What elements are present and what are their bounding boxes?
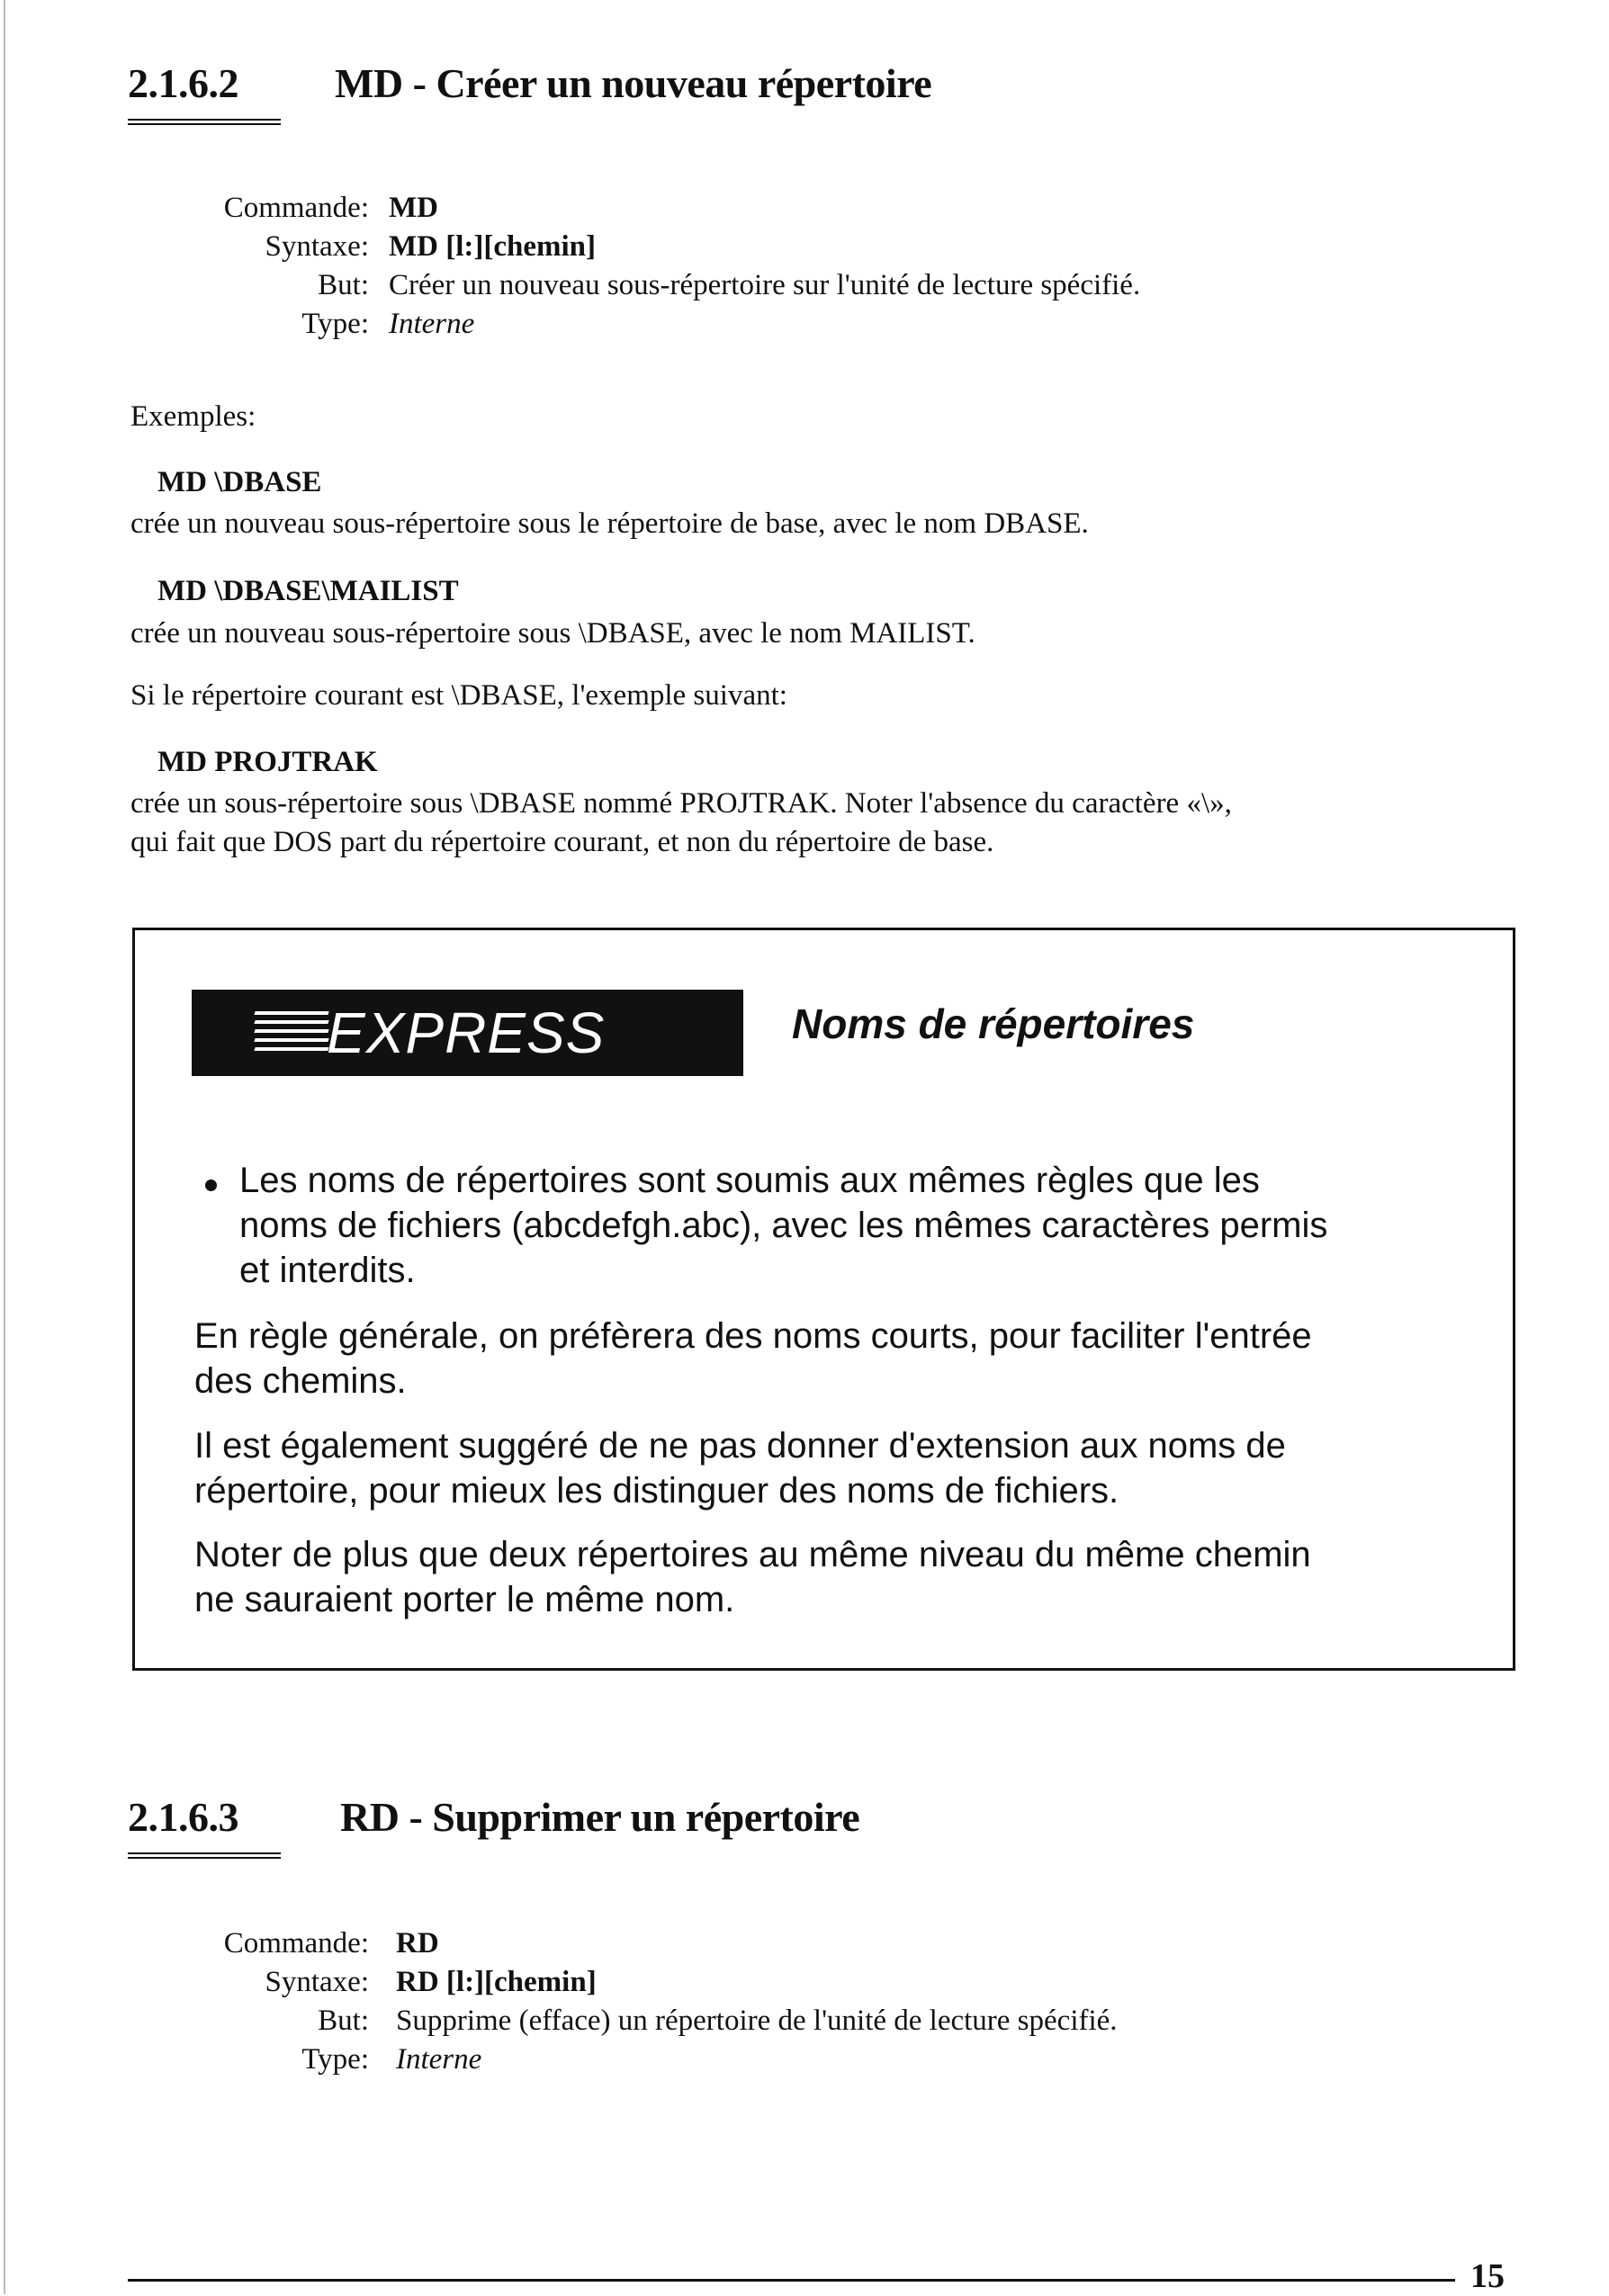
example-description: crée un nouveau sous-répertoire sous \DBASE, avec le nom MAILIST.	[130, 617, 975, 650]
field-value: Créer un nouveau sous-répertoire sur l'unité de lecture spécifié.	[389, 269, 1141, 301]
example-description: crée un nouveau sous-répertoire sous le répertoire de base, avec le nom DBASE.	[130, 507, 1089, 540]
field-value: MD	[389, 192, 438, 224]
field-label: Type:	[301, 2043, 369, 2076]
express-paragraph-line: ne sauraient porter le même nom.	[194, 1580, 735, 1619]
field-label: But:	[318, 2005, 369, 2037]
example-description: crée un sous-répertoire sous \DBASE nommé PROJTRAK. Noter l'absence du caractère «\»,	[130, 787, 1232, 820]
express-paragraph-line: Il est également suggéré de ne pas donner d'extension aux noms de	[194, 1426, 1286, 1466]
field-label: Commande:	[223, 1927, 369, 1960]
scan-edge-line	[4, 0, 5, 2294]
example-description: qui fait que DOS part du répertoire courant, et non du répertoire de base.	[130, 826, 994, 858]
bullet-text-line: Les noms de répertoires sont soumis aux mêmes règles que les	[239, 1161, 1260, 1200]
express-paragraph-line: En règle générale, on préfèrera des noms courts, pour faciliter l'entrée	[194, 1316, 1312, 1356]
express-paragraph-line: des chemins.	[194, 1361, 407, 1401]
field-value: RD	[396, 1927, 439, 1960]
field-label: Syntaxe:	[265, 230, 369, 263]
section-heading-2-1-6-3	[128, 1793, 860, 1841]
field-value: RD [l:][chemin]	[396, 1966, 597, 1998]
express-paragraph-line: Noter de plus que deux répertoires au même niveau du même chemin	[194, 1535, 1311, 1574]
section-number: 2.1.6.3	[128, 1794, 238, 1840]
field-value: Supprime (efface) un répertoire de l'unité de lecture spécifié.	[396, 2005, 1118, 2037]
field-label: Commande:	[223, 192, 369, 224]
section-title: MD - Créer un nouveau répertoire	[335, 60, 932, 106]
example-command: MD \DBASE	[157, 466, 322, 498]
bullet-icon	[205, 1179, 217, 1191]
field-label: But:	[318, 269, 369, 301]
heading-underline	[128, 1852, 281, 1859]
express-lines-icon	[255, 1011, 328, 1056]
field-label: Syntaxe:	[265, 1966, 369, 1998]
example-command: MD PROJTRAK	[157, 746, 378, 778]
express-paragraph-line: répertoire, pour mieux les distinguer des noms de fichiers.	[194, 1471, 1119, 1511]
bullet-text-line: et interdits.	[239, 1251, 416, 1290]
section-title: RD - Supprimer un répertoire	[340, 1794, 860, 1840]
express-subtitle: Noms de répertoires	[792, 1000, 1195, 1047]
section-number: 2.1.6.2	[128, 60, 238, 106]
field-value: Interne	[389, 308, 475, 340]
example-command: MD \DBASE\MAILIST	[157, 575, 459, 607]
page-number: 15	[1470, 2257, 1505, 2295]
section-heading-2-1-6-2	[128, 59, 932, 107]
heading-underline	[128, 119, 281, 125]
express-badge-text: EXPRESS	[327, 1000, 606, 1065]
field-value: Interne	[396, 2043, 482, 2076]
bullet-text-line: noms de fichiers (abcdefgh.abc), avec les mêmes caractères permis	[239, 1206, 1328, 1245]
field-value: MD [l:][chemin]	[389, 230, 597, 263]
field-label: Type:	[301, 308, 369, 340]
footer-rule	[128, 2279, 1455, 2282]
example-note: Si le répertoire courant est \DBASE, l'exemple suivant:	[130, 679, 787, 712]
express-badge	[192, 990, 743, 1076]
examples-label: Exemples:	[130, 400, 256, 433]
